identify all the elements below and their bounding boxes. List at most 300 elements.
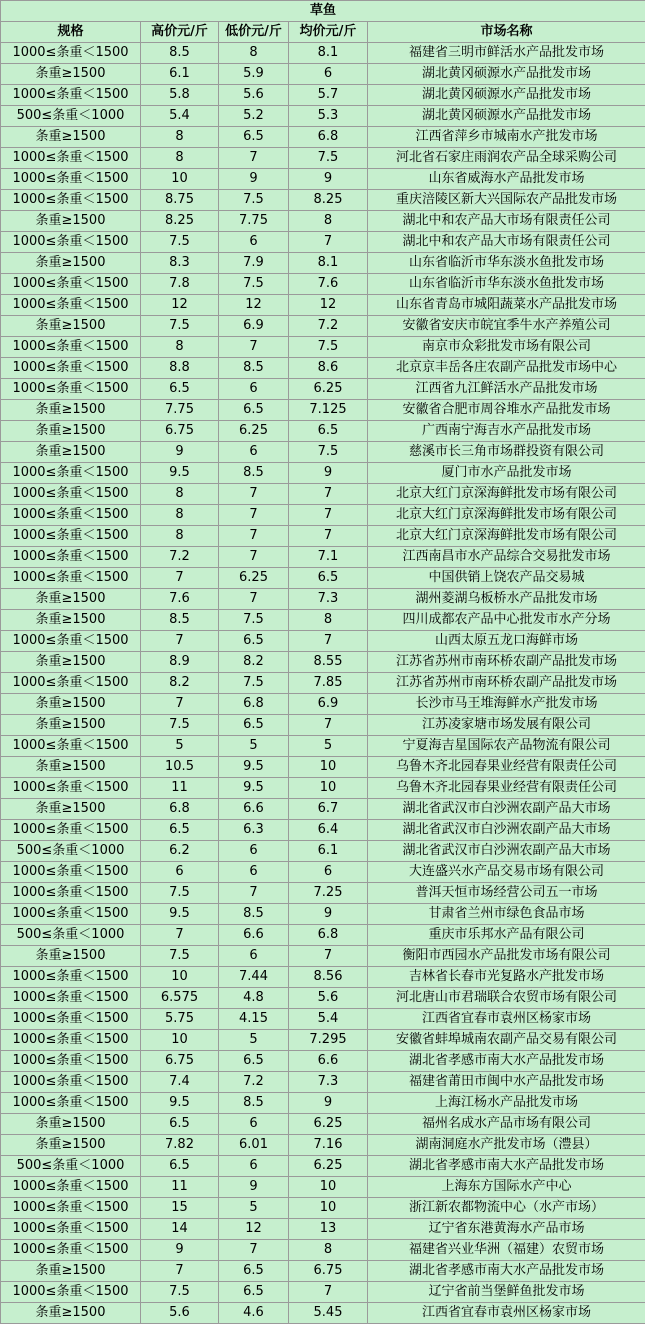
table-row [1,1219,645,1240]
cell-low-price: 5.9 [219,64,289,85]
table-row [1,1072,645,1093]
cell-market-name: 衡阳市西园水产品批发市场有限公司 [368,946,645,967]
cell-avg-price: 5 [289,736,368,757]
cell-low-price: 8 [219,43,289,64]
cell-spec: 条重≥1500 [1,316,141,337]
cell-high-price: 8.5 [141,610,219,631]
cell-low-price: 6.9 [219,316,289,337]
cell-low-price: 6 [219,1114,289,1135]
table-row [1,1261,645,1282]
table-row [1,841,645,862]
cell-low-price: 7 [219,526,289,547]
table-row [1,610,645,631]
cell-low-price: 7.5 [219,673,289,694]
cell-market-name: 中国供销上饶农产品交易城 [368,568,645,589]
cell-avg-price: 6.8 [289,925,368,946]
cell-spec: 1000≤条重＜1500 [1,988,141,1009]
cell-low-price: 7.5 [219,610,289,631]
cell-market-name: 浙江新农都物流中心（水产市场） [368,1198,645,1219]
cell-high-price: 7 [141,694,219,715]
cell-high-price: 6.5 [141,379,219,400]
cell-avg-price: 6 [289,862,368,883]
cell-low-price: 6.5 [219,631,289,652]
table-row [1,1156,645,1177]
cell-high-price: 8.25 [141,211,219,232]
cell-high-price: 6.75 [141,421,219,442]
cell-spec: 1000≤条重＜1500 [1,736,141,757]
cell-market-name: 北京大红门京深海鲜批发市场有限公司 [368,526,645,547]
cell-market-name: 安徽省安庆市皖宜季牛水产养殖公司 [368,316,645,337]
cell-spec: 1000≤条重＜1500 [1,820,141,841]
cell-high-price: 12 [141,295,219,316]
cell-avg-price: 8 [289,610,368,631]
cell-market-name: 厦门市水产品批发市场 [368,463,645,484]
cell-avg-price: 8.55 [289,652,368,673]
cell-low-price: 9 [219,169,289,190]
cell-high-price: 6.1 [141,64,219,85]
cell-high-price: 6.2 [141,841,219,862]
cell-high-price: 15 [141,1198,219,1219]
table-row [1,358,645,379]
cell-low-price: 12 [219,1219,289,1240]
table-row [1,1093,645,1114]
cell-spec: 条重≥1500 [1,589,141,610]
cell-low-price: 8.5 [219,904,289,925]
cell-high-price: 8.3 [141,253,219,274]
cell-high-price: 9 [141,1240,219,1261]
cell-avg-price: 7.16 [289,1135,368,1156]
cell-high-price: 8.9 [141,652,219,673]
cell-low-price: 6 [219,946,289,967]
cell-low-price: 5 [219,1030,289,1051]
cell-high-price: 7.5 [141,316,219,337]
cell-market-name: 湖北省孝感市南大水产品批发市场 [368,1156,645,1177]
cell-avg-price: 10 [289,778,368,799]
cell-market-name: 福州名成水产品市场有限公司 [368,1114,645,1135]
cell-market-name: 江苏凌家塘市场发展有限公司 [368,715,645,736]
cell-market-name: 重庆涪陵区新大兴国际农产品批发市场 [368,190,645,211]
cell-spec: 1000≤条重＜1500 [1,631,141,652]
cell-spec: 1000≤条重＜1500 [1,1009,141,1030]
table-row [1,1114,645,1135]
cell-market-name: 安徽省蚌埠城南农副产品交易有限公司 [368,1030,645,1051]
cell-spec: 1000≤条重＜1500 [1,463,141,484]
cell-market-name: 山东省青岛市城阳蔬菜水产品批发市场 [368,295,645,316]
cell-avg-price: 7.25 [289,883,368,904]
cell-avg-price: 5.7 [289,85,368,106]
cell-low-price: 7 [219,547,289,568]
cell-high-price: 7 [141,1261,219,1282]
cell-high-price: 5.8 [141,85,219,106]
table-row [1,337,645,358]
cell-market-name: 湖北省武汉市白沙洲农副产品大市场 [368,820,645,841]
cell-high-price: 9.5 [141,463,219,484]
cell-market-name: 普洱天恒市场经营公司五一市场 [368,883,645,904]
cell-avg-price: 10 [289,1198,368,1219]
cell-avg-price: 6.6 [289,1051,368,1072]
cell-avg-price: 8.1 [289,43,368,64]
table-row [1,694,645,715]
cell-market-name: 湖北省武汉市白沙洲农副产品大市场 [368,841,645,862]
cell-low-price: 5 [219,1198,289,1219]
cell-avg-price: 7 [289,946,368,967]
cell-avg-price: 7 [289,526,368,547]
table-row [1,1303,645,1324]
cell-spec: 1000≤条重＜1500 [1,379,141,400]
cell-spec: 500≤条重＜1000 [1,1156,141,1177]
cell-low-price: 8.5 [219,1093,289,1114]
table-row [1,589,645,610]
cell-low-price: 7 [219,337,289,358]
cell-avg-price: 10 [289,1177,368,1198]
cell-low-price: 7 [219,883,289,904]
cell-spec: 条重≥1500 [1,652,141,673]
cell-low-price: 8.2 [219,652,289,673]
cell-market-name: 慈溪市长三角市场群投资有限公司 [368,442,645,463]
cell-avg-price: 13 [289,1219,368,1240]
cell-market-name: 湖北黄冈硕源水产品批发市场 [368,106,645,127]
cell-avg-price: 8.6 [289,358,368,379]
cell-market-name: 江苏省苏州市南环桥农副产品批发市场 [368,652,645,673]
cell-market-name: 北京大红门京深海鲜批发市场有限公司 [368,505,645,526]
cell-avg-price: 6.25 [289,1114,368,1135]
cell-avg-price: 7 [289,1282,368,1303]
cell-avg-price: 7.5 [289,148,368,169]
cell-low-price: 6.5 [219,127,289,148]
cell-avg-price: 5.6 [289,988,368,1009]
table-row [1,169,645,190]
table-row [1,631,645,652]
table-row [1,526,645,547]
table-row [1,1177,645,1198]
cell-high-price: 7.82 [141,1135,219,1156]
table-row [1,862,645,883]
header-spec: 规格 [1,22,141,43]
cell-low-price: 6.5 [219,400,289,421]
cell-high-price: 7.5 [141,946,219,967]
cell-low-price: 7 [219,505,289,526]
cell-spec: 1000≤条重＜1500 [1,778,141,799]
cell-avg-price: 7.3 [289,589,368,610]
sheet-title: 草鱼 [1,1,645,22]
table-row [1,190,645,211]
header-low-price: 低价元/斤 [219,22,289,43]
cell-high-price: 8.5 [141,43,219,64]
cell-avg-price: 8.56 [289,967,368,988]
cell-spec: 500≤条重＜1000 [1,106,141,127]
cell-spec: 1000≤条重＜1500 [1,337,141,358]
table-row [1,274,645,295]
cell-spec: 1000≤条重＜1500 [1,1219,141,1240]
cell-low-price: 7.44 [219,967,289,988]
cell-avg-price: 7 [289,631,368,652]
cell-avg-price: 6.25 [289,379,368,400]
table-row [1,652,645,673]
cell-spec: 1000≤条重＜1500 [1,1198,141,1219]
cell-high-price: 8 [141,526,219,547]
table-row [1,148,645,169]
table-row [1,568,645,589]
cell-market-name: 湖北省孝感市南大水产品批发市场 [368,1051,645,1072]
cell-spec: 1000≤条重＜1500 [1,274,141,295]
cell-avg-price: 5.4 [289,1009,368,1030]
cell-low-price: 6 [219,841,289,862]
cell-avg-price: 9 [289,904,368,925]
cell-low-price: 8.5 [219,463,289,484]
cell-spec: 条重≥1500 [1,946,141,967]
cell-market-name: 江西省宜春市袁州区杨家市场 [368,1009,645,1030]
cell-market-name: 福建省兴业华洲（福建）农贸市场 [368,1240,645,1261]
cell-spec: 1000≤条重＜1500 [1,484,141,505]
cell-spec: 1000≤条重＜1500 [1,85,141,106]
cell-high-price: 7.5 [141,715,219,736]
cell-avg-price: 6.25 [289,1156,368,1177]
cell-market-name: 重庆市乐邦水产品有限公司 [368,925,645,946]
cell-high-price: 11 [141,778,219,799]
cell-low-price: 6 [219,442,289,463]
cell-avg-price: 7.6 [289,274,368,295]
cell-high-price: 7 [141,631,219,652]
table-row [1,778,645,799]
table-row [1,883,645,904]
cell-market-name: 河北省石家庄雨润农产品全球采购公司 [368,148,645,169]
cell-market-name: 江西省宜春市袁州区杨家市场 [368,1303,645,1324]
cell-market-name: 湖州菱湖乌板桥水产品批发市场 [368,589,645,610]
cell-high-price: 10 [141,1030,219,1051]
cell-high-price: 6.5 [141,820,219,841]
cell-market-name: 辽宁省前当堡鲜鱼批发市场 [368,1282,645,1303]
cell-high-price: 8 [141,127,219,148]
cell-avg-price: 7 [289,715,368,736]
cell-low-price: 6 [219,379,289,400]
cell-low-price: 6.5 [219,1261,289,1282]
table-row [1,43,645,64]
cell-high-price: 10 [141,169,219,190]
table-row [1,904,645,925]
cell-spec: 条重≥1500 [1,211,141,232]
cell-low-price: 12 [219,295,289,316]
table-row [1,127,645,148]
cell-avg-price: 12 [289,295,368,316]
cell-low-price: 8.5 [219,358,289,379]
cell-market-name: 江西省萍乡市城南水产批发市场 [368,127,645,148]
cell-spec: 条重≥1500 [1,715,141,736]
cell-high-price: 8 [141,148,219,169]
cell-spec: 1000≤条重＜1500 [1,967,141,988]
cell-high-price: 7.75 [141,400,219,421]
table-row [1,1051,645,1072]
cell-high-price: 6.8 [141,799,219,820]
table-row [1,295,645,316]
table-row [1,232,645,253]
table-row [1,253,645,274]
table-row [1,1240,645,1261]
cell-spec: 条重≥1500 [1,1261,141,1282]
cell-low-price: 5.2 [219,106,289,127]
table-row [1,757,645,778]
cell-low-price: 6.6 [219,799,289,820]
cell-low-price: 6.25 [219,568,289,589]
table-row [1,1009,645,1030]
cell-avg-price: 7.295 [289,1030,368,1051]
cell-high-price: 7.6 [141,589,219,610]
table-row [1,421,645,442]
cell-avg-price: 7 [289,484,368,505]
cell-spec: 条重≥1500 [1,64,141,85]
cell-market-name: 湖北黄冈硕源水产品批发市场 [368,64,645,85]
cell-spec: 1000≤条重＜1500 [1,1051,141,1072]
cell-market-name: 山东省威海水产品批发市场 [368,169,645,190]
cell-market-name: 长沙市马王堆海鲜水产批发市场 [368,694,645,715]
cell-market-name: 广西南宁海吉水产品批发市场 [368,421,645,442]
cell-spec: 1000≤条重＜1500 [1,1240,141,1261]
cell-low-price: 9.5 [219,778,289,799]
cell-avg-price: 7.1 [289,547,368,568]
cell-avg-price: 7.85 [289,673,368,694]
cell-avg-price: 8.1 [289,253,368,274]
cell-market-name: 江苏省苏州市南环桥农副产品批发市场 [368,673,645,694]
cell-avg-price: 9 [289,169,368,190]
cell-spec: 1000≤条重＜1500 [1,1177,141,1198]
cell-avg-price: 6.8 [289,127,368,148]
cell-high-price: 6 [141,862,219,883]
cell-spec: 条重≥1500 [1,127,141,148]
cell-avg-price: 10 [289,757,368,778]
cell-high-price: 7 [141,925,219,946]
cell-low-price: 6.5 [219,1051,289,1072]
cell-low-price: 9.5 [219,757,289,778]
cell-market-name: 上海东方国际水产中心 [368,1177,645,1198]
cell-spec: 1000≤条重＜1500 [1,169,141,190]
cell-spec: 500≤条重＜1000 [1,925,141,946]
cell-high-price: 8.75 [141,190,219,211]
cell-market-name: 大连盛兴水产品交易市场有限公司 [368,862,645,883]
cell-market-name: 宁夏海吉星国际农产品物流有限公司 [368,736,645,757]
cell-avg-price: 7.5 [289,337,368,358]
cell-high-price: 7.5 [141,1282,219,1303]
table-row [1,211,645,232]
cell-spec: 1000≤条重＜1500 [1,673,141,694]
cell-low-price: 4.15 [219,1009,289,1030]
cell-spec: 1000≤条重＜1500 [1,862,141,883]
cell-high-price: 6.5 [141,1156,219,1177]
cell-market-name: 吉林省长春市光复路水产批发市场 [368,967,645,988]
cell-low-price: 7 [219,589,289,610]
cell-market-name: 福建省三明市鲜活水产品批发市场 [368,43,645,64]
cell-avg-price: 6.5 [289,421,368,442]
table-row [1,106,645,127]
cell-high-price: 9.5 [141,904,219,925]
table-row [1,484,645,505]
cell-spec: 1000≤条重＜1500 [1,43,141,64]
cell-spec: 1000≤条重＜1500 [1,547,141,568]
cell-high-price: 10.5 [141,757,219,778]
table-row [1,85,645,106]
header-avg-price: 均价元/斤 [289,22,368,43]
table-row [1,715,645,736]
cell-high-price: 7.2 [141,547,219,568]
cell-spec: 1000≤条重＜1500 [1,1093,141,1114]
cell-spec: 1000≤条重＜1500 [1,1282,141,1303]
cell-high-price: 5.6 [141,1303,219,1324]
cell-high-price: 7 [141,568,219,589]
cell-market-name: 南京市众彩批发市场有限公司 [368,337,645,358]
cell-avg-price: 9 [289,1093,368,1114]
cell-spec: 1000≤条重＜1500 [1,148,141,169]
cell-avg-price: 7.3 [289,1072,368,1093]
cell-avg-price: 9 [289,463,368,484]
cell-spec: 1000≤条重＜1500 [1,358,141,379]
cell-market-name: 山西太原五龙口海鲜市场 [368,631,645,652]
cell-low-price: 7.75 [219,211,289,232]
cell-high-price: 7.4 [141,1072,219,1093]
cell-spec: 500≤条重＜1000 [1,841,141,862]
cell-low-price: 6.5 [219,1282,289,1303]
cell-market-name: 湖北中和农产品大市场有限责任公司 [368,232,645,253]
cell-avg-price: 6.4 [289,820,368,841]
cell-market-name: 湖南洞庭水产批发市场（澧县） [368,1135,645,1156]
table-row [1,505,645,526]
cell-spec: 1000≤条重＜1500 [1,232,141,253]
cell-low-price: 6.8 [219,694,289,715]
cell-low-price: 7.5 [219,190,289,211]
cell-low-price: 6.25 [219,421,289,442]
cell-market-name: 江西南昌市水产品综合交易批发市场 [368,547,645,568]
cell-avg-price: 6.5 [289,568,368,589]
cell-high-price: 6.75 [141,1051,219,1072]
cell-low-price: 7.2 [219,1072,289,1093]
header-row [1,22,645,43]
cell-high-price: 11 [141,1177,219,1198]
cell-spec: 1000≤条重＜1500 [1,904,141,925]
cell-spec: 条重≥1500 [1,610,141,631]
table-row [1,925,645,946]
table-row [1,736,645,757]
cell-high-price: 6.5 [141,1114,219,1135]
table-row [1,946,645,967]
cell-market-name: 四川成都农产品中心批发市水产分场 [368,610,645,631]
cell-low-price: 6.5 [219,715,289,736]
cell-low-price: 4.6 [219,1303,289,1324]
cell-avg-price: 7.2 [289,316,368,337]
cell-low-price: 7.9 [219,253,289,274]
cell-avg-price: 7.125 [289,400,368,421]
cell-high-price: 10 [141,967,219,988]
cell-market-name: 河北唐山市君瑞联合农贸市场有限公司 [368,988,645,1009]
cell-market-name: 北京京丰岳各庄农副产品批发市场中心 [368,358,645,379]
cell-low-price: 9 [219,1177,289,1198]
cell-high-price: 5.75 [141,1009,219,1030]
cell-high-price: 14 [141,1219,219,1240]
cell-market-name: 北京大红门京深海鲜批发市场有限公司 [368,484,645,505]
cell-market-name: 湖北中和农产品大市场有限责任公司 [368,211,645,232]
cell-high-price: 7.5 [141,232,219,253]
cell-market-name: 湖北省孝感市南大水产品批发市场 [368,1261,645,1282]
cell-avg-price: 6 [289,64,368,85]
cell-spec: 1000≤条重＜1500 [1,1072,141,1093]
table-body [1,43,645,1324]
table-row [1,673,645,694]
cell-high-price: 8.2 [141,673,219,694]
cell-spec: 条重≥1500 [1,1135,141,1156]
cell-market-name: 乌鲁木齐北园春果业经营有限责任公司 [368,778,645,799]
cell-spec: 1000≤条重＜1500 [1,190,141,211]
table-row [1,547,645,568]
cell-avg-price: 8 [289,1240,368,1261]
table-row [1,1282,645,1303]
cell-low-price: 7 [219,484,289,505]
cell-spec: 条重≥1500 [1,442,141,463]
